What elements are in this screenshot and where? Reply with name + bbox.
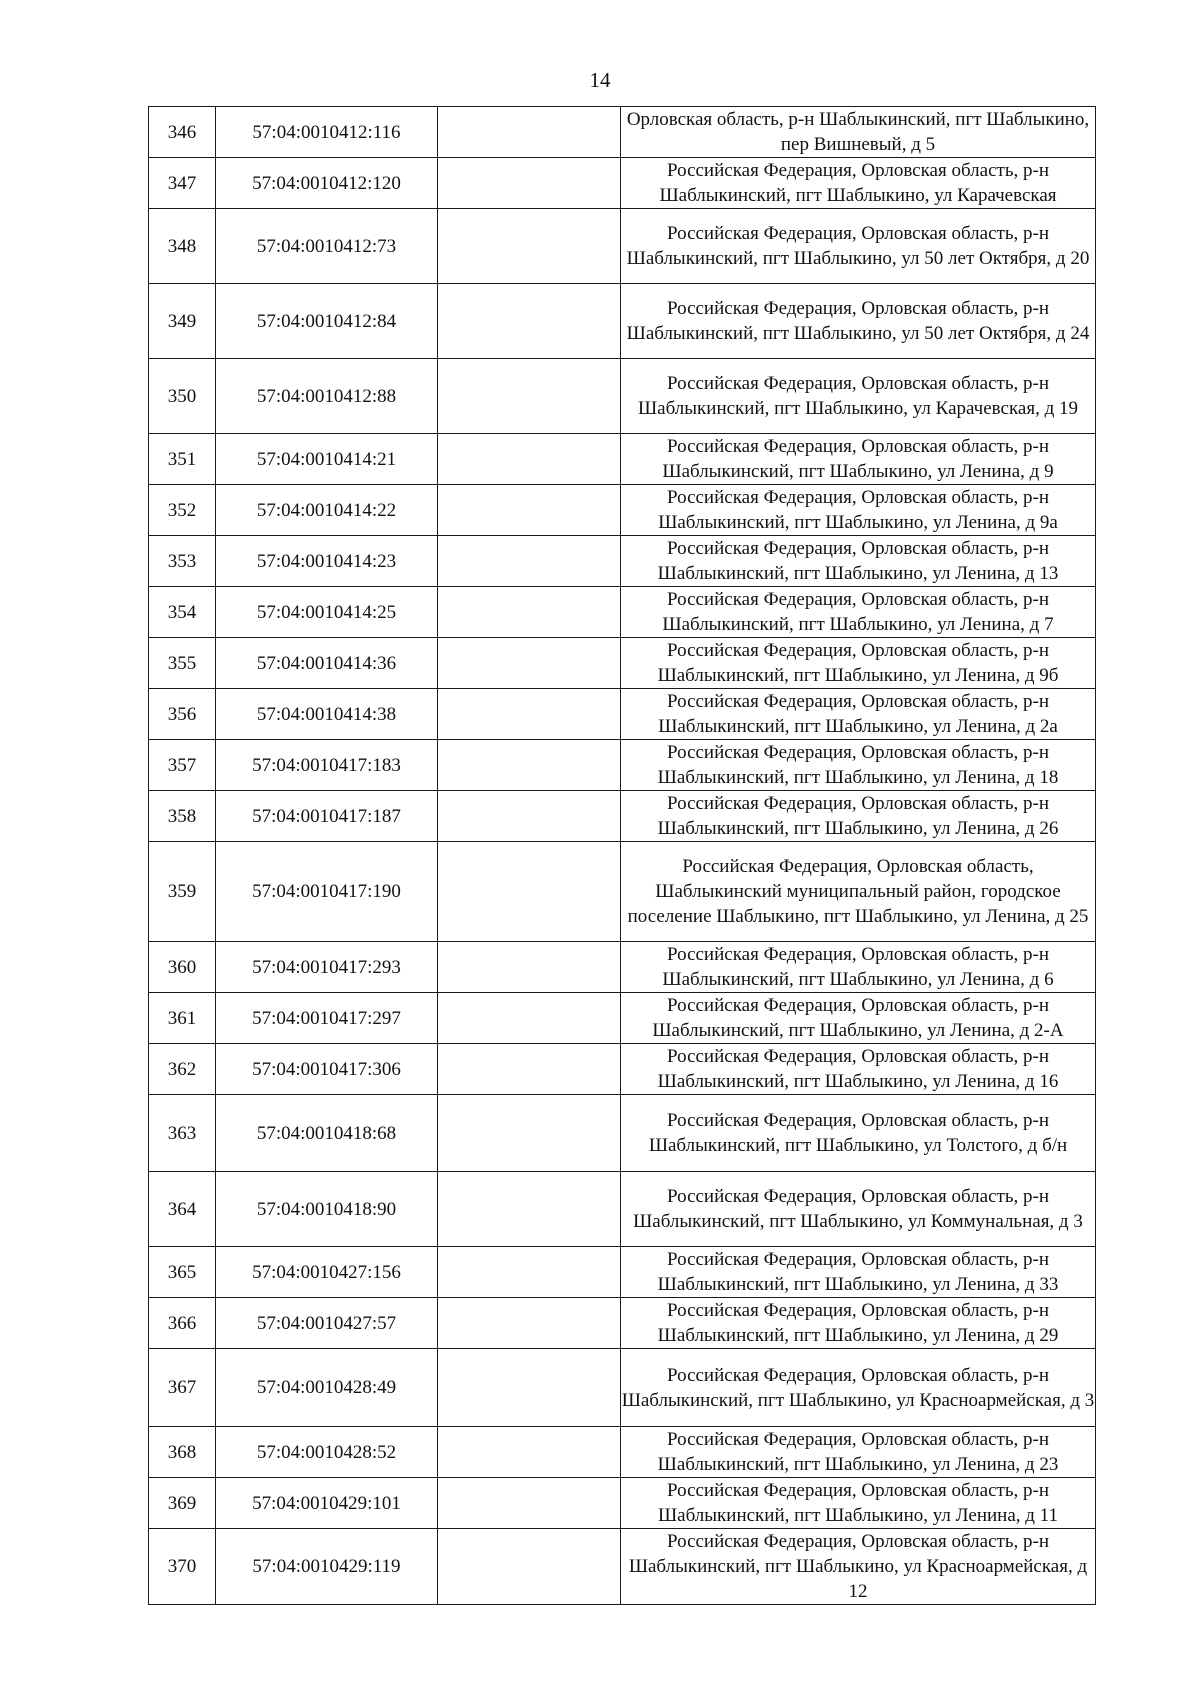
empty-cell bbox=[438, 689, 621, 740]
cadastral-number: 57:04:0010417:297 bbox=[216, 993, 438, 1044]
empty-cell bbox=[438, 1095, 621, 1172]
cadastral-number: 57:04:0010429:101 bbox=[216, 1478, 438, 1529]
cadastral-number: 57:04:0010417:183 bbox=[216, 740, 438, 791]
table-row bbox=[149, 1478, 1096, 1529]
cadastral-number: 57:04:0010417:306 bbox=[216, 1044, 438, 1095]
cadastral-number: 57:04:0010418:68 bbox=[216, 1095, 438, 1172]
land-plot-table bbox=[148, 106, 1096, 1605]
table-row bbox=[149, 587, 1096, 638]
cadastral-number: 57:04:0010414:22 bbox=[216, 485, 438, 536]
empty-cell bbox=[438, 158, 621, 209]
empty-cell bbox=[438, 842, 621, 942]
address: Российская Федерация, Орловская область, р-н Шаблыкинский, пгт Шаблыкино, ул Ленина, д 9б bbox=[621, 638, 1096, 689]
empty-cell bbox=[438, 1427, 621, 1478]
table-row bbox=[149, 158, 1096, 209]
table-row bbox=[149, 1044, 1096, 1095]
empty-cell bbox=[438, 1478, 621, 1529]
empty-cell bbox=[438, 740, 621, 791]
row-number: 359 bbox=[149, 842, 216, 942]
row-number: 347 bbox=[149, 158, 216, 209]
cadastral-number: 57:04:0010427:156 bbox=[216, 1247, 438, 1298]
row-number: 356 bbox=[149, 689, 216, 740]
table-row bbox=[149, 791, 1096, 842]
empty-cell bbox=[438, 434, 621, 485]
table-row bbox=[149, 1172, 1096, 1247]
cadastral-number: 57:04:0010412:88 bbox=[216, 359, 438, 434]
table-row bbox=[149, 1529, 1096, 1605]
empty-cell bbox=[438, 536, 621, 587]
row-number: 346 bbox=[149, 107, 216, 158]
empty-cell bbox=[438, 1298, 621, 1349]
address: Российская Федерация, Орловская область, р-н Шаблыкинский, пгт Шаблыкино, ул Ленина, д 2а bbox=[621, 689, 1096, 740]
table-row bbox=[149, 107, 1096, 158]
address: Российская Федерация, Орловская область, р-н Шаблыкинский, пгт Шаблыкино, ул Толстого, д б/н bbox=[621, 1095, 1096, 1172]
empty-cell bbox=[438, 284, 621, 359]
address: Российская Федерация, Орловская область, р-н Шаблыкинский, пгт Шаблыкино, ул 50 лет Октября, д 24 bbox=[621, 284, 1096, 359]
row-number: 367 bbox=[149, 1349, 216, 1427]
address: Российская Федерация, Орловская область, р-н Шаблыкинский, пгт Шаблыкино, ул Ленина, д 26 bbox=[621, 791, 1096, 842]
cadastral-number: 57:04:0010412:73 bbox=[216, 209, 438, 284]
table-row bbox=[149, 1298, 1096, 1349]
table-row bbox=[149, 284, 1096, 359]
row-number: 353 bbox=[149, 536, 216, 587]
address: Российская Федерация, Орловская область, р-н Шаблыкинский, пгт Шаблыкино, ул Красноармейская, д 12 bbox=[621, 1529, 1096, 1605]
row-number: 350 bbox=[149, 359, 216, 434]
empty-cell bbox=[438, 1247, 621, 1298]
row-number: 355 bbox=[149, 638, 216, 689]
empty-cell bbox=[438, 587, 621, 638]
empty-cell bbox=[438, 359, 621, 434]
row-number: 361 bbox=[149, 993, 216, 1044]
empty-cell bbox=[438, 791, 621, 842]
table-row bbox=[149, 1095, 1096, 1172]
row-number: 351 bbox=[149, 434, 216, 485]
cadastral-number: 57:04:0010412:116 bbox=[216, 107, 438, 158]
table-row bbox=[149, 1349, 1096, 1427]
empty-cell bbox=[438, 209, 621, 284]
cadastral-number: 57:04:0010427:57 bbox=[216, 1298, 438, 1349]
cadastral-number: 57:04:0010414:36 bbox=[216, 638, 438, 689]
cadastral-number: 57:04:0010418:90 bbox=[216, 1172, 438, 1247]
row-number: 358 bbox=[149, 791, 216, 842]
cadastral-number: 57:04:0010429:119 bbox=[216, 1529, 438, 1605]
empty-cell bbox=[438, 485, 621, 536]
page-number: 14 bbox=[589, 68, 611, 92]
address: Российская Федерация, Орловская область, р-н Шаблыкинский, пгт Шаблыкино, ул Ленина, д 33 bbox=[621, 1247, 1096, 1298]
address: Российская Федерация, Орловская область, р-н Шаблыкинский, пгт Шаблыкино, ул Карачевская, д 19 bbox=[621, 359, 1096, 434]
empty-cell bbox=[438, 107, 621, 158]
cadastral-number: 57:04:0010417:190 bbox=[216, 842, 438, 942]
table-row bbox=[149, 485, 1096, 536]
row-number: 369 bbox=[149, 1478, 216, 1529]
table-row bbox=[149, 689, 1096, 740]
address: Российская Федерация, Орловская область, р-н Шаблыкинский, пгт Шаблыкино, ул Ленина, д 11 bbox=[621, 1478, 1096, 1529]
cadastral-number: 57:04:0010412:84 bbox=[216, 284, 438, 359]
row-number: 362 bbox=[149, 1044, 216, 1095]
empty-cell bbox=[438, 1529, 621, 1605]
address: Российская Федерация, Орловская область, р-н Шаблыкинский, пгт Шаблыкино, ул 50 лет Октября, д 20 bbox=[621, 209, 1096, 284]
empty-cell bbox=[438, 993, 621, 1044]
table-row bbox=[149, 993, 1096, 1044]
table-row bbox=[149, 638, 1096, 689]
table-row bbox=[149, 1427, 1096, 1478]
cadastral-number: 57:04:0010428:52 bbox=[216, 1427, 438, 1478]
row-number: 357 bbox=[149, 740, 216, 791]
table-row bbox=[149, 434, 1096, 485]
empty-cell bbox=[438, 638, 621, 689]
address: Российская Федерация, Орловская область, р-н Шаблыкинский, пгт Шаблыкино, ул Ленина, д 23 bbox=[621, 1427, 1096, 1478]
row-number: 348 bbox=[149, 209, 216, 284]
table-row bbox=[149, 1247, 1096, 1298]
address: Российская Федерация, Орловская область, р-н Шаблыкинский, пгт Шаблыкино, ул Ленина, д 6 bbox=[621, 942, 1096, 993]
address: Российская Федерация, Орловская область, р-н Шаблыкинский, пгт Шаблыкино, ул Карачевская bbox=[621, 158, 1096, 209]
cadastral-number: 57:04:0010414:23 bbox=[216, 536, 438, 587]
address: Российская Федерация, Орловская область, р-н Шаблыкинский, пгт Шаблыкино, ул Ленина, д 9а bbox=[621, 485, 1096, 536]
address: Российская Федерация, Орловская область, р-н Шаблыкинский, пгт Шаблыкино, ул Ленина, д 16 bbox=[621, 1044, 1096, 1095]
cadastral-number: 57:04:0010412:120 bbox=[216, 158, 438, 209]
row-number: 360 bbox=[149, 942, 216, 993]
address: Российская Федерация, Орловская область, р-н Шаблыкинский, пгт Шаблыкино, ул Ленина, д 2-А bbox=[621, 993, 1096, 1044]
address: Российская Федерация, Орловская область, р-н Шаблыкинский, пгт Шаблыкино, ул Ленина, д 18 bbox=[621, 740, 1096, 791]
table-row bbox=[149, 536, 1096, 587]
row-number: 366 bbox=[149, 1298, 216, 1349]
table-row bbox=[149, 942, 1096, 993]
row-number: 364 bbox=[149, 1172, 216, 1247]
cadastral-number: 57:04:0010414:25 bbox=[216, 587, 438, 638]
address: Российская Федерация, Орловская область, р-н Шаблыкинский, пгт Шаблыкино, ул Красноармейская, д 3 bbox=[621, 1349, 1096, 1427]
cadastral-number: 57:04:0010428:49 bbox=[216, 1349, 438, 1427]
row-number: 365 bbox=[149, 1247, 216, 1298]
row-number: 363 bbox=[149, 1095, 216, 1172]
row-number: 368 bbox=[149, 1427, 216, 1478]
row-number: 349 bbox=[149, 284, 216, 359]
empty-cell bbox=[438, 942, 621, 993]
row-number: 352 bbox=[149, 485, 216, 536]
row-number: 354 bbox=[149, 587, 216, 638]
address: Российская Федерация, Орловская область, р-н Шаблыкинский, пгт Шаблыкино, ул Коммунальная, д 3 bbox=[621, 1172, 1096, 1247]
table-row bbox=[149, 209, 1096, 284]
address: Российская Федерация, Орловская область, р-н Шаблыкинский, пгт Шаблыкино, ул Ленина, д 7 bbox=[621, 587, 1096, 638]
row-number: 370 bbox=[149, 1529, 216, 1605]
table-row bbox=[149, 740, 1096, 791]
address: Российская Федерация, Орловская область, р-н Шаблыкинский, пгт Шаблыкино, ул Ленина, д 9 bbox=[621, 434, 1096, 485]
address: Российская Федерация, Орловская область, р-н Шаблыкинский, пгт Шаблыкино, ул Ленина, д 13 bbox=[621, 536, 1096, 587]
empty-cell bbox=[438, 1349, 621, 1427]
cadastral-number: 57:04:0010414:21 bbox=[216, 434, 438, 485]
address: Орловская область, р-н Шаблыкинский, пгт Шаблыкино, пер Вишневый, д 5 bbox=[621, 107, 1096, 158]
address: Российская Федерация, Орловская область, Шаблыкинский муниципальный район, городское поселение Шаблыкино, пгт Шаблыкино, ул Ленина, д 25 bbox=[621, 842, 1096, 942]
table-row bbox=[149, 842, 1096, 942]
empty-cell bbox=[438, 1172, 621, 1247]
cadastral-number: 57:04:0010417:187 bbox=[216, 791, 438, 842]
table-row bbox=[149, 359, 1096, 434]
cadastral-number: 57:04:0010417:293 bbox=[216, 942, 438, 993]
cadastral-number: 57:04:0010414:38 bbox=[216, 689, 438, 740]
empty-cell bbox=[438, 1044, 621, 1095]
address: Российская Федерация, Орловская область, р-н Шаблыкинский, пгт Шаблыкино, ул Ленина, д 29 bbox=[621, 1298, 1096, 1349]
